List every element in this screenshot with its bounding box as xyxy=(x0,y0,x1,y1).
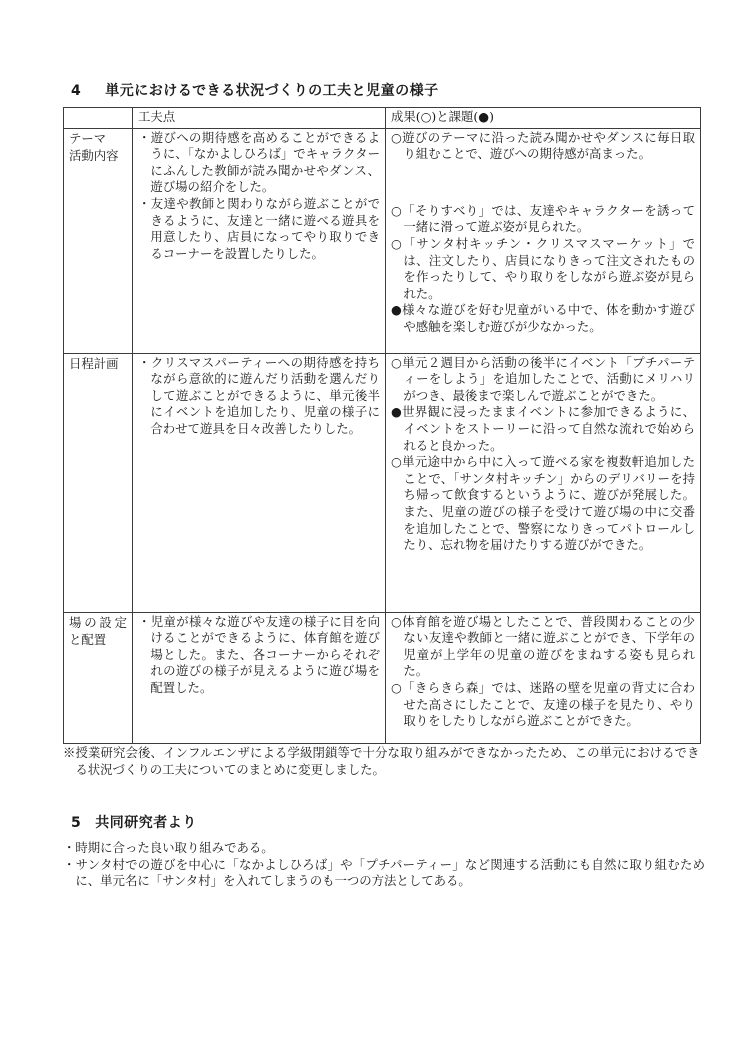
header-cell-label xyxy=(64,108,133,129)
kufu-seika-table xyxy=(63,107,701,744)
table-row-place-setting xyxy=(64,612,701,743)
section-4-heading xyxy=(71,80,439,100)
researcher-comments xyxy=(63,840,705,890)
row-label-place-setting xyxy=(64,612,133,743)
header-cell-seika: 成果(○)と課題(●) xyxy=(386,108,701,129)
header-cell-kufu: 工夫点 xyxy=(133,108,386,129)
row-label-line: 場の設定 xyxy=(69,614,127,630)
comment-item: ・サンタ村での遊びを中心に「なかよしひろば」や「プチパーティー」など関連する活動にも自然に取り組むために、単元名に「サンタ村」を入れてしまうのも一つの方法としてある。 xyxy=(63,856,705,889)
row-label-line: テーマ xyxy=(69,130,107,146)
seika-cell-theme-activity xyxy=(386,128,701,353)
section-5-heading xyxy=(71,812,197,832)
comment-item: ・時期に合った良い取り組みである。 xyxy=(63,840,274,855)
seika-item: ○「サンタ村キッチン・クリスマスマーケット」では、注文したり、店員になりきって注文されたものを作ったりして、やり取りをしながら遊ぶ姿が見られた。 xyxy=(391,235,695,301)
footnote: ※授業研究会後、インフルエンザによる学級閉鎖等で十分な取り組みができなかったため、この単元におけるできる状況づくりの工夫についてのまとめに変更しました。 xyxy=(63,745,700,777)
kufu-item: ・児童が様々な遊びや友達の様子に目を向けることができるように、体育館を遊び場とした。また、各コーナーからそれぞれの遊びの様子が見えるように遊び場を配置した。 xyxy=(138,613,380,695)
kufu-item: ・遊びへの期待感を高めることができるように、「なかよしひろば」でキャラクターにふんした教師が読み聞かせやダンス、遊び場の紹介をした。 xyxy=(138,129,380,195)
seika-cell-place-setting xyxy=(386,612,701,743)
kadai-item: ●世界観に浸ったままイベントに参加できるように、イベントをストーリーに沿って自然な流れで始められると良かった。 xyxy=(391,404,695,453)
seika-item: ○「そりすべり」では、友達やキャラクターを誘って一緒に滑って遊ぶ姿が見られた。 xyxy=(391,202,695,235)
row-label-schedule xyxy=(64,353,133,612)
section-4-title: 単元におけるできる状況づくりの工夫と児童の様子 xyxy=(105,83,439,99)
seika-item: ○単元途中から中に入って遊べる家を複数軒追加したことで、「サンタ村キッチン」からのデリバリーを持ち帰って飲食するというように、遊びが発展した。また、児童の遊びの様子を受けて遊び場の中に交番を追加したことで、警察になりきってパトロールしたり、忘れ物を届けたりする遊びができた。 xyxy=(391,454,695,553)
kufu-item: ・友達や教師と関わりながら遊ぶことができるように、友達と一緒に遊べる遊具を用意したり、店員になってやり取りできるコーナーを設置したりした。 xyxy=(138,195,380,261)
kufu-cell-schedule xyxy=(133,353,386,612)
kufu-cell-place-setting xyxy=(133,612,386,743)
row-label-line: 日程計画 xyxy=(69,355,119,371)
section-5-title: 共同研究者より xyxy=(95,815,197,831)
section-4-number: 4 xyxy=(71,83,82,99)
seika-item: ○「きらきら森」では、迷路の壁を児童の背丈に合わせた高さにしたことで、友達の様子を見たり、やり取りをしたりしながら遊ぶことができた。 xyxy=(391,679,695,729)
kufu-item: ・クリスマスパーティーへの期待感を持ちながら意欲的に遊んだり活動を選んだりして遊ぶことができるように、単元後半にイベントを追加したり、児童の様子に合わせて遊具を日々改善したりした。 xyxy=(138,354,380,436)
seika-item: ○遊びのテーマに沿った読み聞かせやダンスに毎日取り組むことで、遊びへの期待感が高まった。 xyxy=(391,129,695,162)
row-label-line: と配置 xyxy=(69,631,107,647)
table-header-row xyxy=(64,108,701,129)
table-row-schedule xyxy=(64,353,701,612)
seika-item: ○単元２週目から活動の後半にイベント「プチパーティーをしよう」を追加したことで、活動にメリハリがつき、最後まで楽しんで遊ぶことができた。 xyxy=(391,354,695,403)
seika-item: ○体育館を遊び場としたことで、普段関わることの少ない友達や教師と一緒に遊ぶことができ、下学年の児童が上学年の児童の遊びをまねする姿も見られた。 xyxy=(391,613,695,679)
row-label-line: 活動内容 xyxy=(69,147,119,163)
kadai-item: ●様々な遊びを好む児童がいる中で、体を動かす遊びや感触を楽しむ遊びが少なかった。 xyxy=(391,302,695,334)
kufu-cell-theme-activity xyxy=(133,128,386,353)
seika-cell-schedule xyxy=(386,353,701,612)
section-5-number: 5 xyxy=(71,815,82,831)
table-row-theme-activity xyxy=(64,128,701,353)
row-label-theme-activity xyxy=(64,128,133,353)
